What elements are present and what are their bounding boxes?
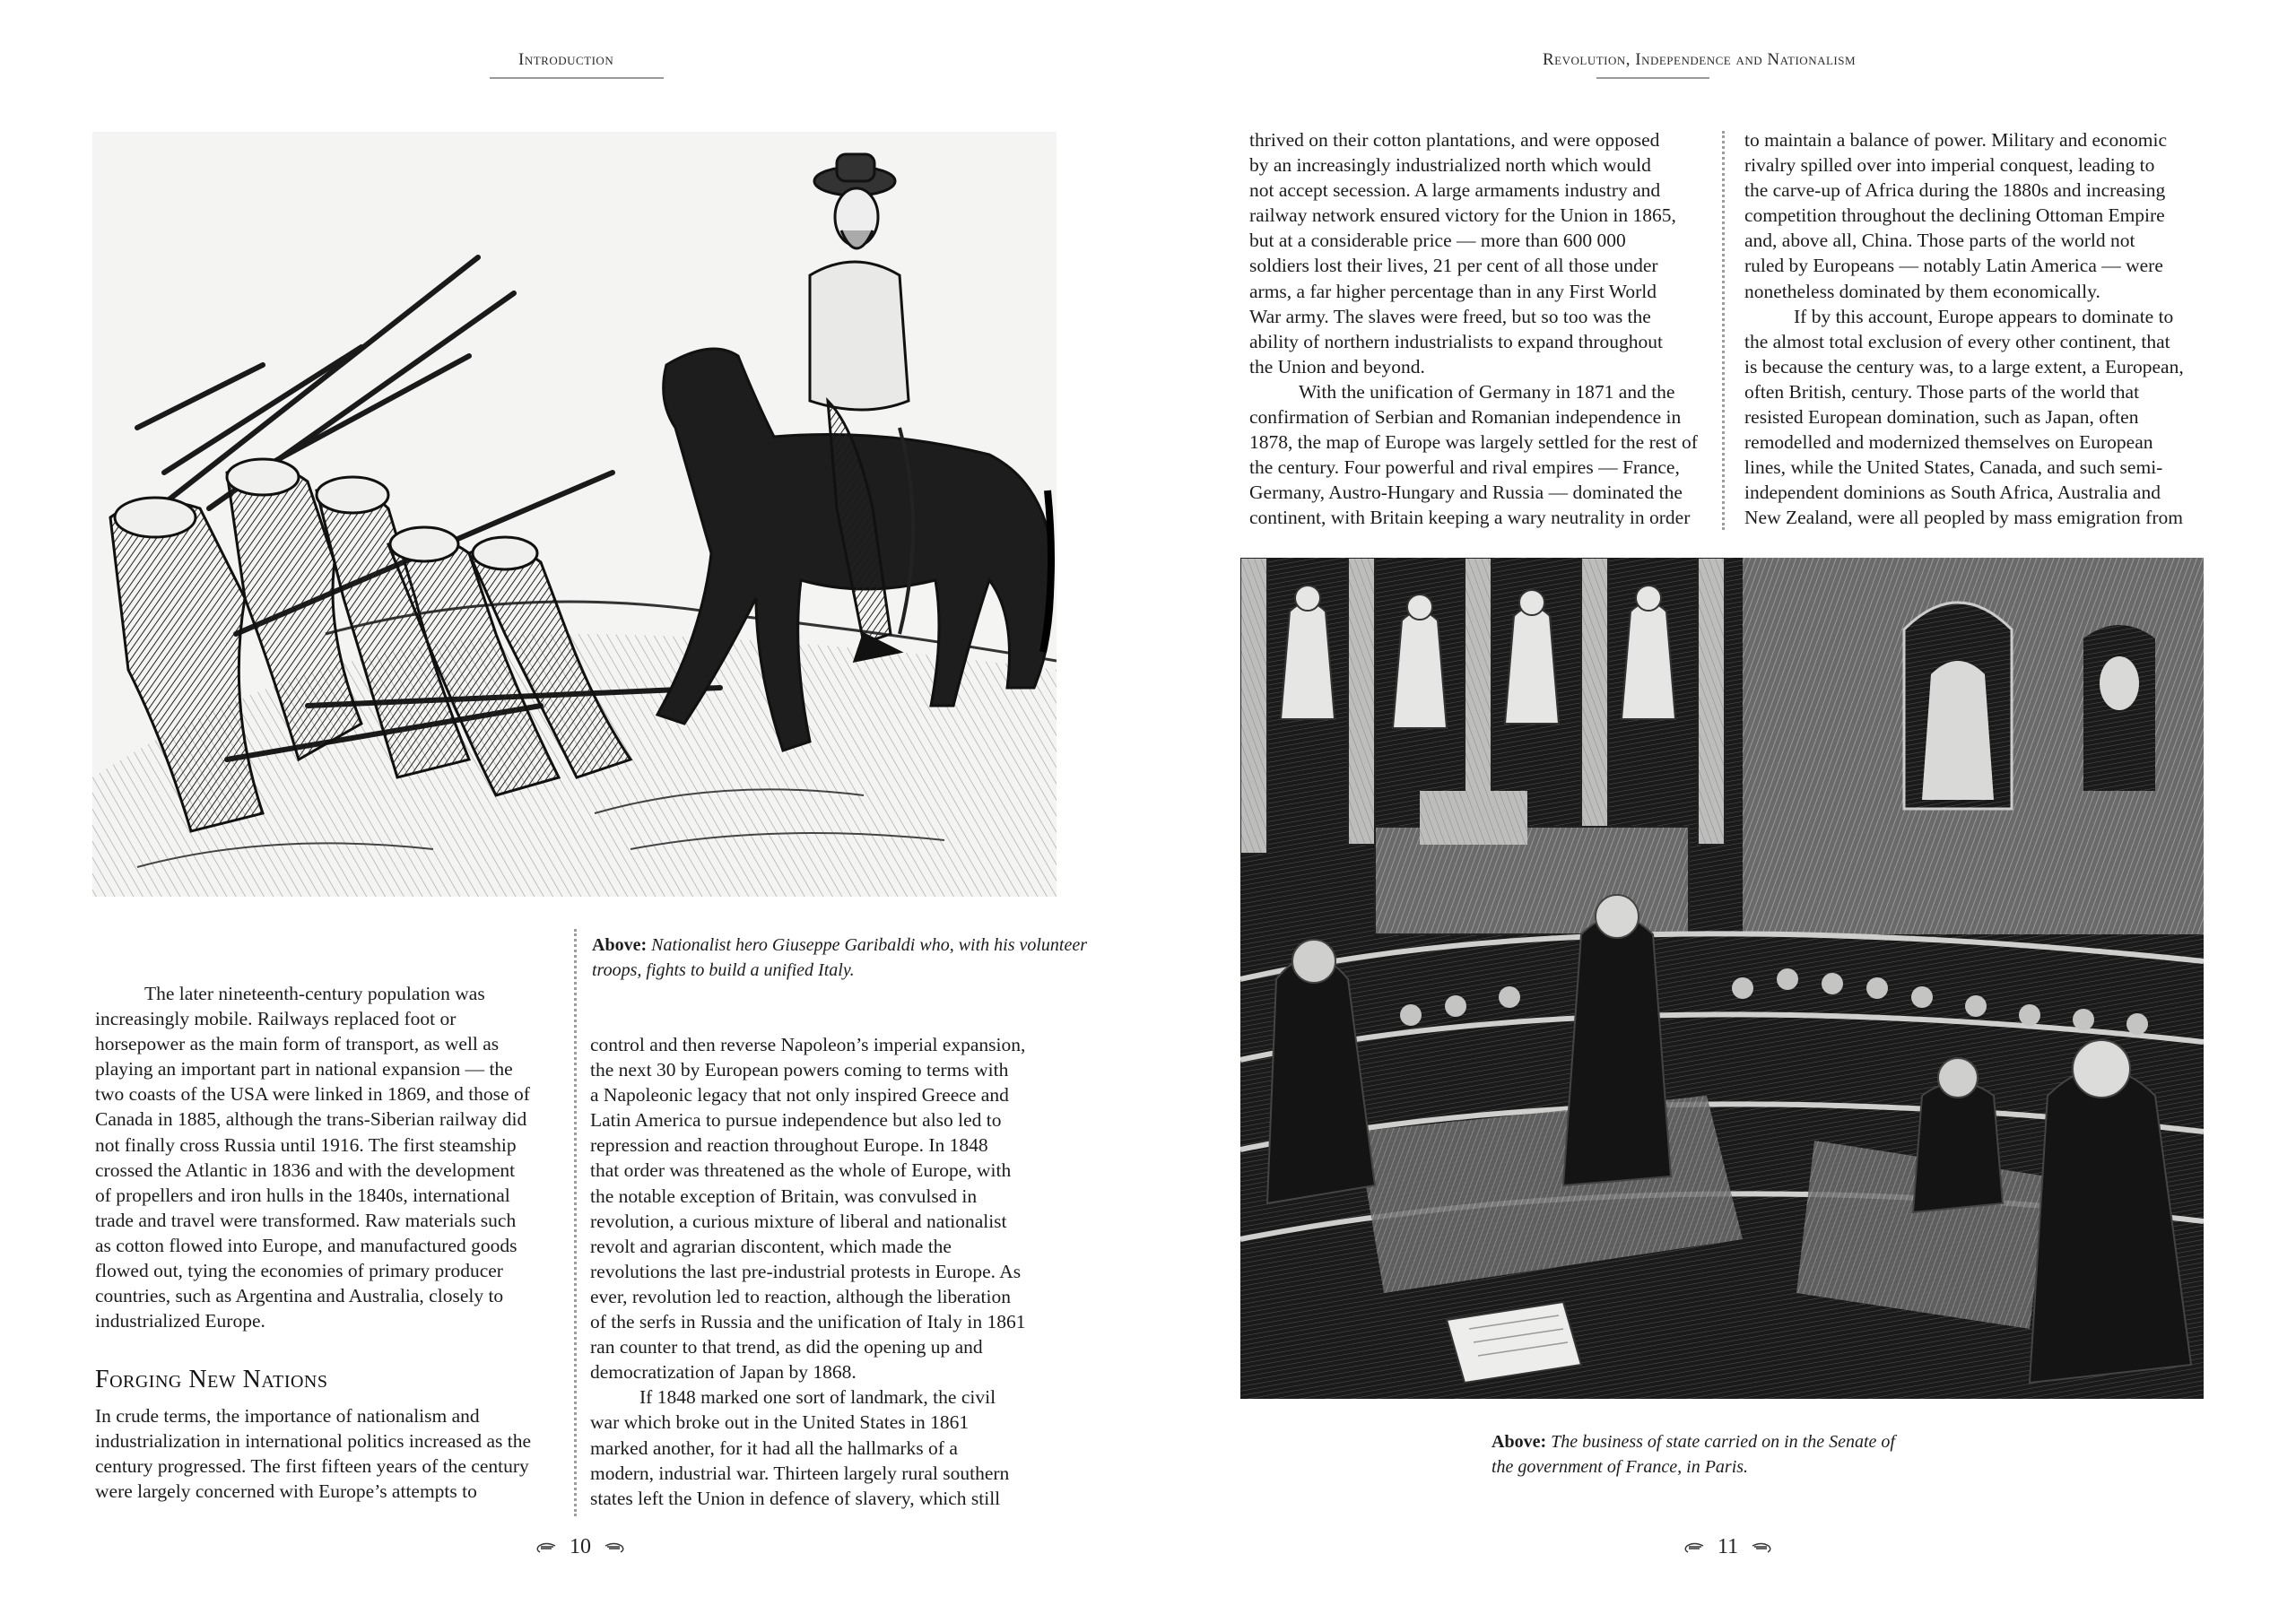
running-head-rule <box>490 77 664 79</box>
folio-ornament-right-icon <box>1751 1541 1772 1554</box>
text-line: industrialized Europe. <box>95 1310 265 1332</box>
text-line: competition throughout the declining Ottoman Empire <box>1744 204 2165 227</box>
text-line: arms, a far higher percentage than in any First World <box>1249 280 1657 302</box>
section-heading: Forging New Nations <box>95 1366 328 1393</box>
text-line: Latin America to pursue independence but also led to <box>590 1109 1002 1132</box>
right-page-column-1 <box>1249 127 1716 531</box>
figure-caption-senate <box>1492 1429 1994 1480</box>
text-line: ever, revolution led to reaction, although the liberation <box>590 1285 1012 1307</box>
text-line: the next 30 by European powers coming to terms with <box>590 1059 1009 1081</box>
text-line: resisted European domination, such as Japan, often <box>1744 406 2139 429</box>
right-page-column-2 <box>1744 127 2220 531</box>
text-line: but at a considerable price — more than 600 000 <box>1249 230 1626 252</box>
running-head-left: Introduction <box>518 50 614 69</box>
caption-label: Above: <box>1492 1432 1547 1452</box>
running-head-right: Revolution, Independence and Nationalism <box>1543 50 1857 69</box>
text-line: trade and travel were transformed. Raw materials such <box>95 1209 517 1231</box>
text-line: control and then reverse Napoleon’s imperial expansion, <box>590 1034 1026 1055</box>
caption-text-line-1: The business of state carried on in the Senate of <box>1551 1432 1895 1452</box>
text-line: railway network ensured victory for the Union in 1865, <box>1249 204 1676 227</box>
page-number-left <box>535 1535 625 1559</box>
text-line: ran counter to that trend, as did the opening up and <box>590 1336 983 1358</box>
text-line: In crude terms, the importance of nationalism and <box>95 1405 480 1427</box>
text-line: not finally cross Russia until 1916. The first steamship <box>95 1133 517 1156</box>
running-head-rule <box>1596 77 1709 79</box>
text-line: were largely concerned with Europe’s attempts to <box>95 1480 477 1503</box>
text-line: horsepower as the main form of transport, as well as <box>95 1033 500 1055</box>
text-line: Canada in 1885, although the trans-Siberian railway did <box>95 1108 527 1131</box>
caption-text-line-2: the government of France, in Paris. <box>1492 1457 1749 1477</box>
text-line: The later nineteenth-century population was <box>144 983 485 1004</box>
text-line: often British, century. Those parts of the world that <box>1744 380 2140 403</box>
text-line: and, above all, China. Those parts of the world not <box>1744 230 2135 252</box>
text-line: marked another, for it had all the hallmarks of a <box>590 1436 958 1459</box>
page-number-right <box>1683 1535 1772 1559</box>
text-line: nonetheless dominated by them economically. <box>1744 280 2100 302</box>
text-line: two coasts of the USA were linked in 1869, and those of <box>95 1083 530 1106</box>
text-line: countries, such as Argentina and Australia, closely to <box>95 1285 504 1307</box>
paragraph <box>1249 379 1716 531</box>
text-line: the carve-up of Africa during the 1880s and increasing <box>1744 179 2166 202</box>
folio-number: 10 <box>570 1535 591 1558</box>
text-line: industrialization in international politics increased as the <box>95 1430 531 1453</box>
left-page-column-2 <box>590 1032 1074 1511</box>
text-line: by an increasingly industrialized north which would <box>1249 154 1651 177</box>
text-line: to maintain a balance of power. Military and economic <box>1744 129 2168 151</box>
text-line: century progressed. The first fifteen years of the century <box>95 1455 529 1478</box>
text-line: revolutions the last pre-industrial protests in Europe. As <box>590 1260 1022 1282</box>
text-line: crossed the Atlantic in 1836 and with the development <box>95 1159 516 1181</box>
folio-number: 11 <box>1718 1535 1739 1558</box>
left-page-column-1 <box>95 981 561 1333</box>
folio-ornament-left-icon <box>1683 1541 1705 1554</box>
text-line: thrived on their cotton plantations, and were opposed <box>1249 129 1660 151</box>
text-line: If 1848 marked one sort of landmark, the civil <box>639 1386 996 1409</box>
text-line: that order was threatened as the whole of Europe, with <box>590 1159 1012 1182</box>
paragraph <box>590 1032 1074 1384</box>
text-line: ruled by Europeans — notably Latin America — were <box>1744 255 2163 277</box>
garibaldi-illustration <box>92 132 1057 897</box>
left-page-column-1-continued <box>95 1403 561 1504</box>
text-line: war which broke out in the United States in 1861 <box>590 1411 970 1434</box>
caption-text: Nationalist hero Giuseppe Garibaldi who, with his volunteer troops, fights to build a unified Italy. <box>592 935 1088 980</box>
text-line: increasingly mobile. Railways replaced foot or <box>95 1008 457 1030</box>
text-line: rivalry spilled over into imperial conquest, leading to <box>1744 154 2155 177</box>
figure-caption-garibaldi <box>592 933 1094 983</box>
text-line: With the unification of Germany in 1871 and the <box>1299 380 1675 403</box>
text-line: revolution, a curious mixture of liberal and nationalist <box>590 1210 1007 1232</box>
paragraph <box>1249 127 1716 379</box>
text-line: is because the century was, to a large extent, a European, <box>1744 355 2184 378</box>
text-line: confirmation of Serbian and Romanian independence in <box>1249 406 1682 429</box>
paragraph <box>1744 127 2220 304</box>
right-page <box>1148 0 2296 1623</box>
column-divider <box>574 929 577 1516</box>
text-line: flowed out, tying the economies of primary producer <box>95 1260 503 1282</box>
text-line: as cotton flowed into Europe, and manufactured goods <box>95 1234 517 1256</box>
senate-engraving <box>1240 558 2204 1399</box>
caption-label: Above: <box>592 935 648 955</box>
text-line: repression and reaction throughout Europe. In 1848 <box>590 1134 988 1157</box>
paragraph <box>95 981 561 1333</box>
text-line: playing an important part in national expansion — the <box>95 1058 513 1081</box>
text-line: If by this account, Europe appears to dominate to <box>1794 305 2174 327</box>
text-line: Germany, Austro-Hungary and Russia — dominated the <box>1249 482 1683 504</box>
text-line: of the serfs in Russia and the unification of Italy in 1861 <box>590 1311 1026 1333</box>
paragraph <box>95 1403 561 1504</box>
text-line: of propellers and iron hulls in the 1840s, international <box>95 1184 510 1206</box>
text-line: the notable exception of Britain, was convulsed in <box>590 1185 978 1207</box>
text-line: remodelled and modernized themselves on European <box>1744 431 2153 454</box>
text-line: states left the Union in defence of slavery, which still <box>590 1487 1001 1509</box>
text-line: independent dominions as South Africa, Australia and <box>1744 482 2161 504</box>
text-line: the almost total exclusion of every other continent, that <box>1744 330 2170 352</box>
text-line: continent, with Britain keeping a wary neutrality in order <box>1249 507 1691 529</box>
paragraph <box>590 1384 1074 1510</box>
text-line: lines, while the United States, Canada, and such semi- <box>1744 456 2163 479</box>
text-line: revolt and agrarian discontent, which made the <box>590 1235 952 1257</box>
folio-ornament-left-icon <box>535 1541 557 1554</box>
text-line: modern, industrial war. Thirteen largely rural southern <box>590 1462 1010 1484</box>
text-line: 1878, the map of Europe was largely settled for the rest of <box>1249 431 1698 454</box>
senate-illustration <box>1240 558 2204 1399</box>
text-line: a Napoleonic legacy that not only inspired Greece and <box>590 1084 1009 1107</box>
paragraph <box>1744 304 2220 531</box>
folio-ornament-right-icon <box>604 1541 625 1554</box>
text-line: the Union and beyond. <box>1249 355 1425 378</box>
text-line: the century. Four powerful and rival empires — France, <box>1249 456 1680 479</box>
text-line: New Zealand, were all peopled by mass emigration from <box>1744 507 2183 529</box>
text-line: soldiers lost their lives, 21 per cent of all those under <box>1249 255 1658 277</box>
text-line: not accept secession. A large armaments industry and <box>1249 179 1661 202</box>
text-line: democratization of Japan by 1868. <box>590 1361 857 1384</box>
text-line: ability of northern industrialists to expand throughout <box>1249 330 1663 352</box>
column-divider <box>1722 131 1725 530</box>
text-line: War army. The slaves were freed, but so too was the <box>1249 305 1651 327</box>
garibaldi-engraving <box>92 132 1057 897</box>
